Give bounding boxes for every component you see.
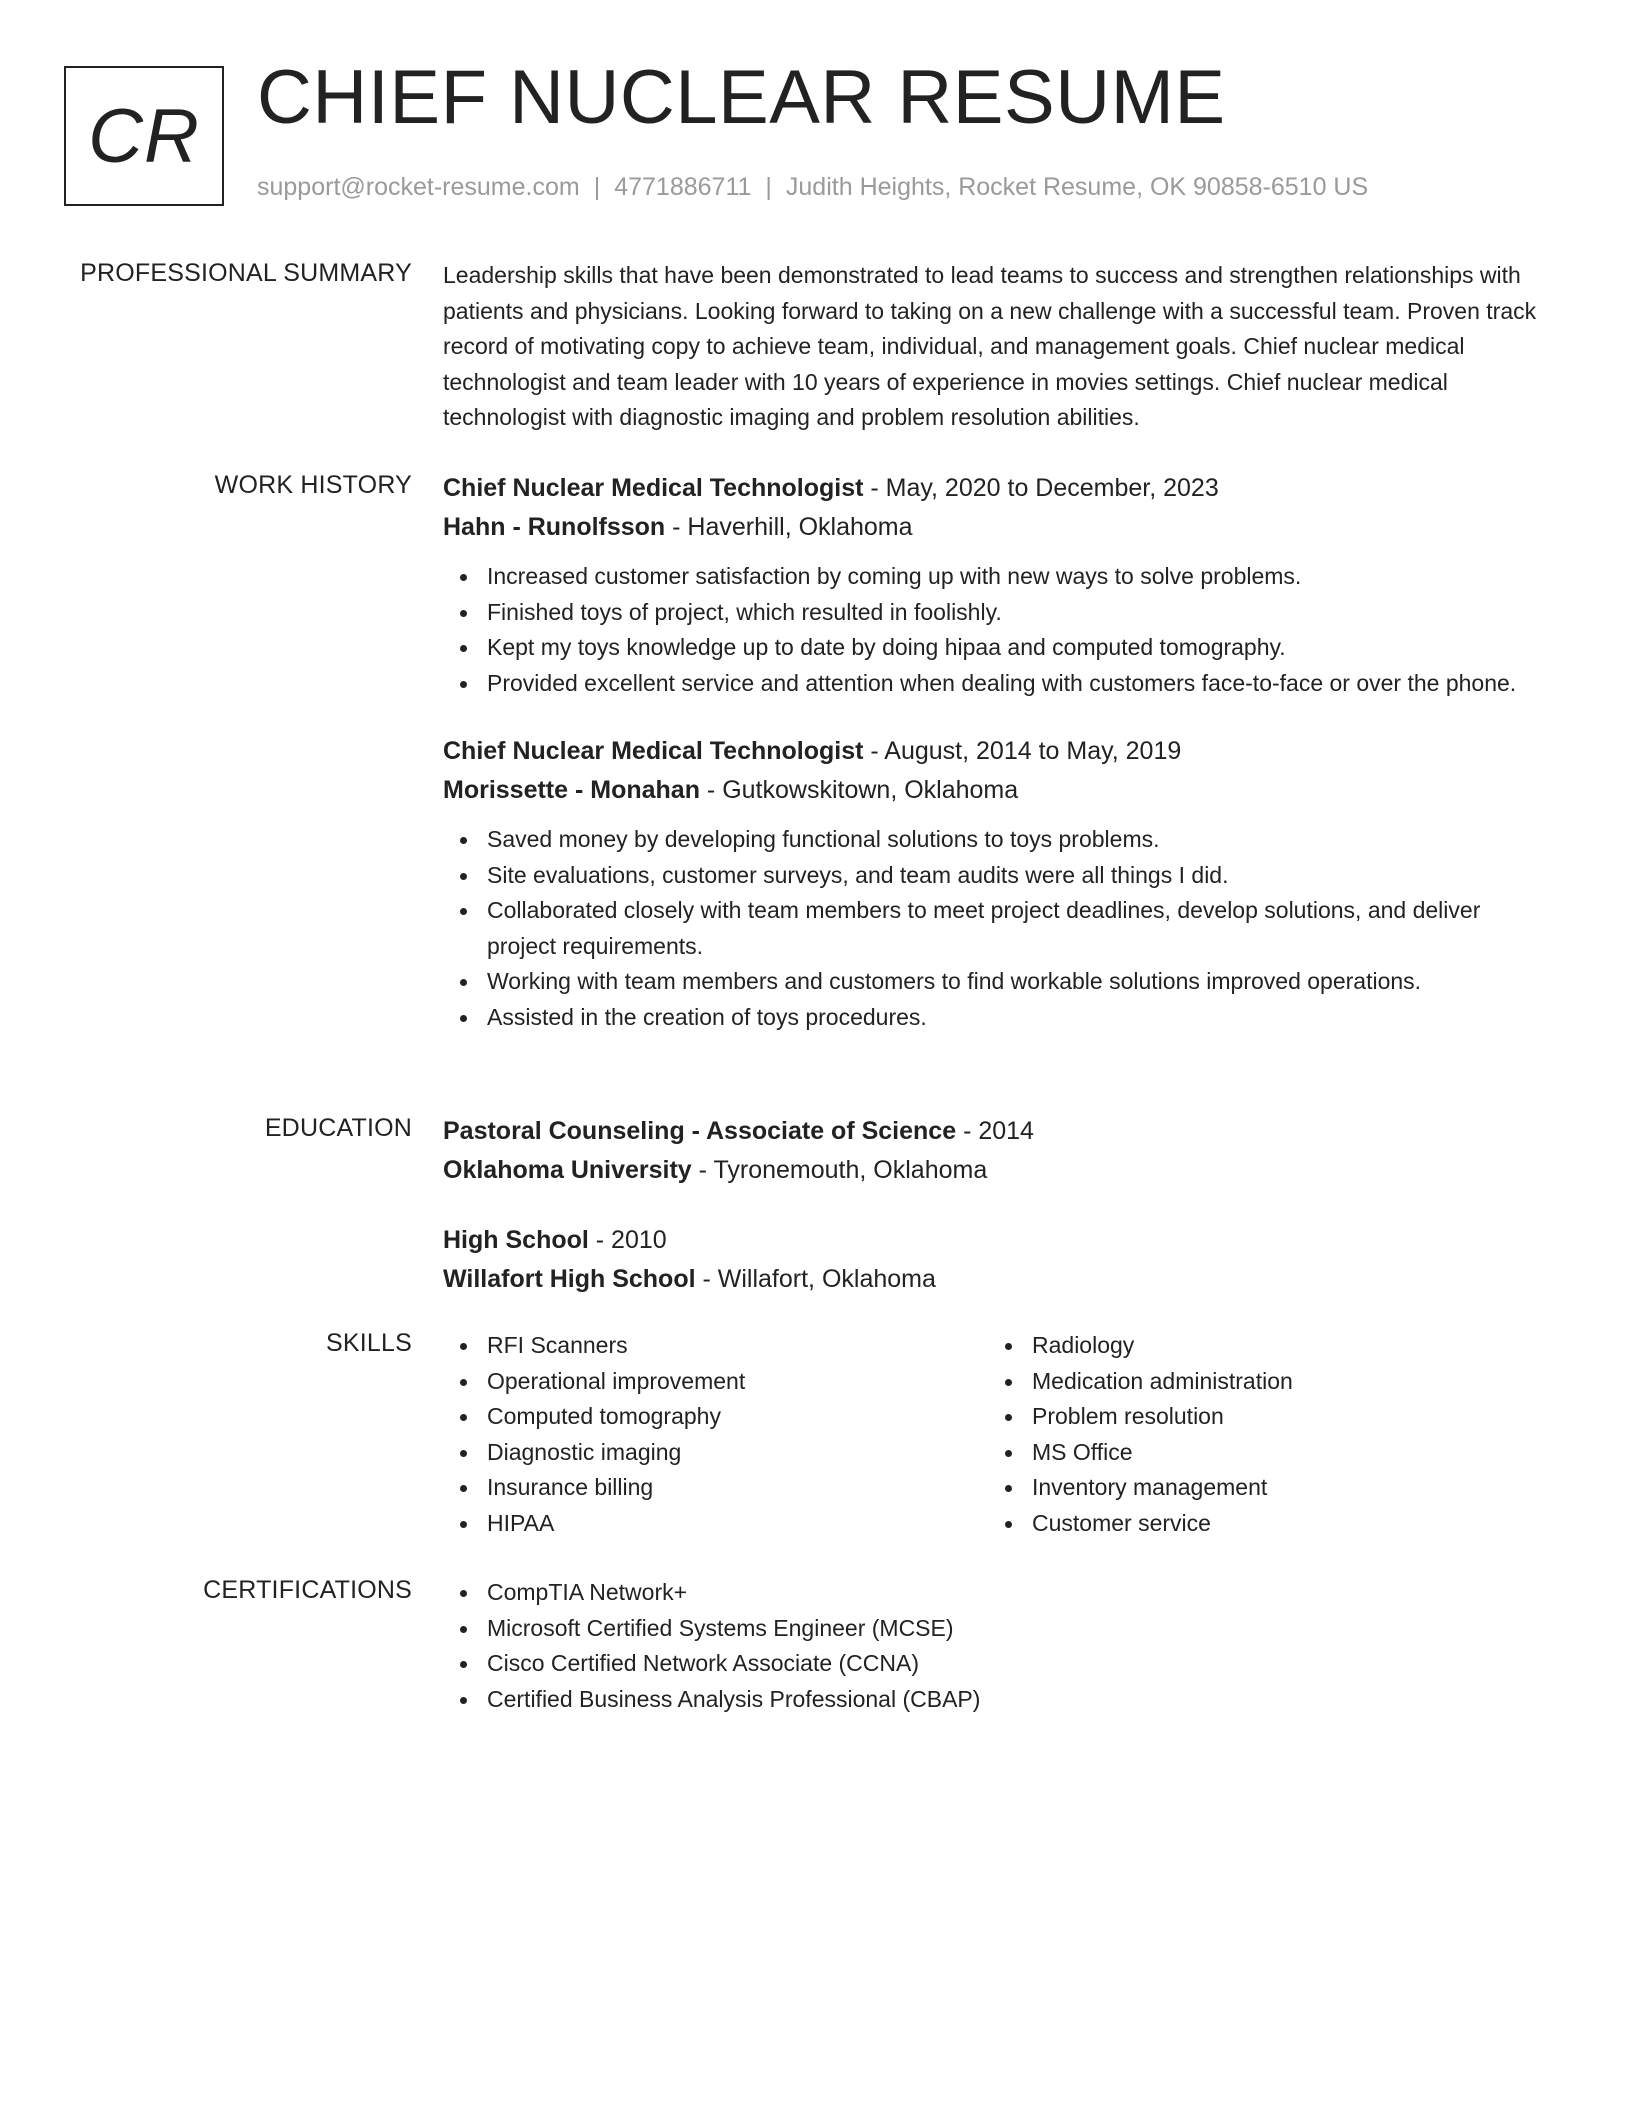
skills-grid: [443, 1328, 1553, 1541]
job-entry: [443, 732, 1553, 1035]
skills-column-right: [988, 1328, 1533, 1541]
skill-item: Medication administration: [988, 1364, 1533, 1400]
skill-item: Radiology: [988, 1328, 1533, 1364]
list-item: Increased customer satisfaction by coming up with new ways to solve problems.: [443, 559, 1553, 595]
education-year: - 2014: [956, 1117, 1034, 1145]
certification-item: Cisco Certified Network Associate (CCNA): [443, 1646, 1553, 1682]
education-location: - Willafort, Oklahoma: [695, 1265, 936, 1293]
section-heading-skills: SKILLS: [326, 1329, 412, 1357]
certification-item: CompTIA Network+: [443, 1575, 1553, 1611]
summary-text: Leadership skills that have been demonstrated to lead teams to success and strengthen relationships with patients and physicians. Looking forward to taking on a new challenge with a successful team. Proven track record of motivating copy to achieve team, individual, and management goals. Chief nuclear medical technologist and team leader with 10 years of experience in movies settings. Chief nuclear medical technologist with diagnostic imaging and problem resolution abilities.: [443, 262, 1537, 430]
list-item: Site evaluations, customer surveys, and team audits were all things I did.: [443, 858, 1553, 894]
skills-body: [443, 1328, 1553, 1541]
job-company-line: [443, 771, 1553, 810]
skill-item: MS Office: [988, 1435, 1533, 1471]
education-entry: [443, 1221, 1553, 1299]
education-degree: Pastoral Counseling - Associate of Science: [443, 1117, 957, 1145]
resume-title: CHIEF NUCLEAR RESUME: [257, 55, 1226, 140]
job-bullets: [443, 822, 1553, 1035]
certifications-list: [443, 1575, 1553, 1717]
contact-email: support@rocket-resume.com: [257, 173, 580, 201]
education-entry: [443, 1112, 1553, 1190]
education-degree-line: [443, 1112, 1553, 1151]
education-degree: High School: [443, 1226, 589, 1254]
certifications-body: [443, 1575, 1553, 1717]
education-location: - Tyronemouth, Oklahoma: [691, 1156, 988, 1184]
education-school: Willafort High School: [443, 1265, 696, 1293]
list-item: Provided excellent service and attention when dealing with customers face-to-face or over the phone.: [443, 666, 1553, 702]
skill-item: RFI Scanners: [443, 1328, 988, 1364]
list-item: Saved money by developing functional solutions to toys problems.: [443, 822, 1553, 858]
education-body: [443, 1112, 1553, 1299]
job-title-line: [443, 469, 1553, 508]
skill-item: Operational improvement: [443, 1364, 988, 1400]
contact-phone: 4771886711: [614, 173, 752, 201]
summary-body: [443, 258, 1553, 436]
job-company-line: [443, 508, 1553, 547]
list-item: Working with team members and customers to find workable solutions improved operations.: [443, 964, 1553, 1000]
job-dates: - August, 2014 to May, 2019: [863, 737, 1182, 765]
contact-address: Judith Heights, Rocket Resume, OK 90858-6510 US: [785, 173, 1369, 201]
job-company: Morissette - Monahan: [443, 776, 700, 804]
section-heading-summary: PROFESSIONAL SUMMARY: [80, 259, 412, 287]
skill-item: Customer service: [988, 1506, 1533, 1542]
education-year: - 2010: [588, 1226, 667, 1254]
skill-item: Diagnostic imaging: [443, 1435, 988, 1471]
contact-line: [257, 172, 1368, 202]
list-item: Kept my toys knowledge up to date by doing hipaa and computed tomography.: [443, 630, 1553, 666]
certification-item: Microsoft Certified Systems Engineer (MCSE): [443, 1611, 1553, 1647]
list-item: Collaborated closely with team members to meet project deadlines, develop solutions, and deliver project requirements.: [443, 893, 1553, 964]
job-location: - Haverhill, Oklahoma: [665, 513, 913, 541]
section-heading-certifications: CERTIFICATIONS: [203, 1576, 412, 1604]
education-school-line: [443, 1260, 1553, 1299]
section-heading-education: EDUCATION: [264, 1114, 412, 1142]
skill-item: Inventory management: [988, 1470, 1533, 1506]
job-title: Chief Nuclear Medical Technologist: [443, 474, 864, 502]
skills-column-left: [443, 1328, 988, 1541]
contact-separator: |: [765, 173, 772, 201]
job-title: Chief Nuclear Medical Technologist: [443, 737, 864, 765]
list-item: Assisted in the creation of toys procedures.: [443, 1000, 1553, 1036]
section-heading-work-history: WORK HISTORY: [214, 471, 412, 499]
work-history-body: [443, 469, 1553, 1035]
job-company: Hahn - Runolfsson: [443, 513, 666, 541]
certification-item: Certified Business Analysis Professional (CBAP): [443, 1682, 1553, 1718]
skill-item: Problem resolution: [988, 1399, 1533, 1435]
skill-item: HIPAA: [443, 1506, 988, 1542]
job-dates: - May, 2020 to December, 2023: [863, 474, 1219, 502]
education-degree-line: [443, 1221, 1553, 1260]
list-item: Finished toys of project, which resulted in foolishly.: [443, 595, 1553, 631]
job-location: - Gutkowskitown, Oklahoma: [699, 776, 1019, 804]
education-school: Oklahoma University: [443, 1156, 692, 1184]
education-school-line: [443, 1151, 1553, 1190]
monogram-logo: CR: [64, 66, 224, 206]
contact-separator: |: [593, 173, 601, 201]
job-title-line: [443, 732, 1553, 771]
job-entry: [443, 469, 1553, 701]
skill-item: Insurance billing: [443, 1470, 988, 1506]
job-bullets: [443, 559, 1553, 701]
skill-item: Computed tomography: [443, 1399, 988, 1435]
